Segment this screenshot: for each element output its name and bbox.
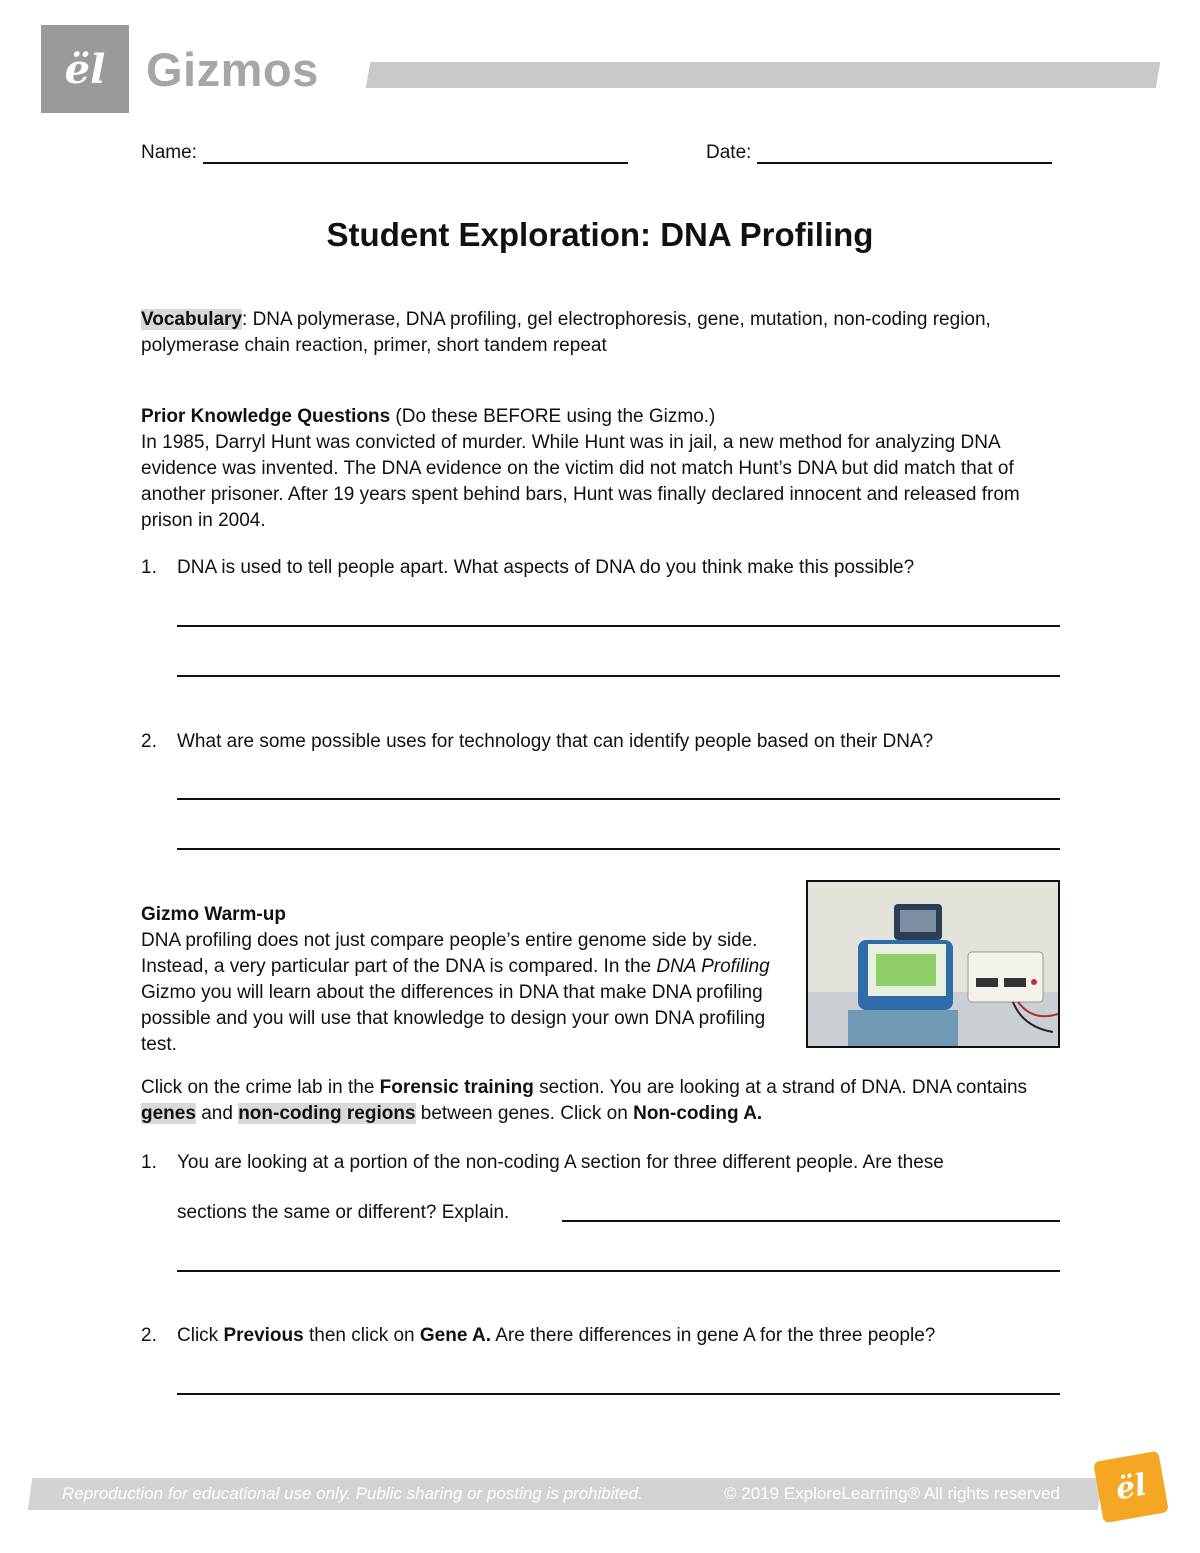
gizmo-name: DNA Profiling <box>656 956 770 977</box>
date-line[interactable] <box>757 142 1052 164</box>
prior-knowledge-section <box>141 404 1061 534</box>
page-title: Student Exploration: DNA Profiling <box>326 216 874 253</box>
logo-glyph: ël <box>64 45 106 93</box>
date-field <box>706 142 1052 164</box>
header-bar <box>366 62 1161 88</box>
q2-text-b: then click on <box>303 1325 420 1346</box>
genes-term: genes <box>141 1103 196 1124</box>
forensic-training-term: Forensic training <box>379 1077 534 1098</box>
question-text: You are looking at a portion of the non-coding A section for three different people. Are these <box>177 1152 944 1173</box>
prior-heading: Prior Knowledge Questions <box>141 406 391 427</box>
brand-name: Gizmos <box>146 43 319 96</box>
name-field <box>141 142 628 164</box>
name-label: Name: <box>141 142 197 163</box>
answer-line[interactable] <box>177 848 1060 850</box>
answer-line[interactable] <box>562 1220 1060 1222</box>
warmup-section <box>141 902 771 1058</box>
q2-text-a: Click <box>177 1325 224 1346</box>
question-text: DNA is used to tell people apart. What aspects of DNA do you think make this possible? <box>177 557 915 578</box>
lab-equipment-image <box>806 880 1060 1048</box>
answer-line[interactable] <box>177 625 1060 627</box>
warmup-question-1 <box>141 1150 1061 1176</box>
instr-and: and <box>195 1103 239 1124</box>
warmup-body-1: DNA profiling does not just compare people’s entire genome side by side. Instead, a very particular part of the DNA is compared. In the <box>141 930 758 977</box>
question-text: What are some possible uses for technology that can identify people based on their DNA? <box>177 731 934 752</box>
instr-3: between genes. Click on <box>415 1103 634 1124</box>
warmup-heading: Gizmo Warm-up <box>141 904 286 925</box>
noncoding-a-term: Non-coding A. <box>633 1103 763 1124</box>
footer-copyright: © 2019 ExploreLearning® All rights reserved <box>724 1484 1060 1503</box>
instr-2: section. You are looking at a strand of DNA. DNA contains <box>533 1077 1028 1098</box>
previous-term: Previous <box>223 1325 304 1346</box>
footer-logo-glyph: ël <box>1112 1467 1150 1507</box>
prior-question-2 <box>141 729 1061 755</box>
vocabulary-text: : DNA polymerase, DNA profiling, gel electrophoresis, gene, mutation, non-coding region, polymerase chain reaction, primer, short tandem repeat <box>141 309 991 356</box>
answer-line[interactable] <box>177 675 1060 677</box>
warmup-question-1-cont <box>141 1200 1061 1226</box>
question-number: 1. <box>141 1152 157 1173</box>
lab-equipment-illustration <box>808 882 1058 1046</box>
prior-heading-note: (Do these BEFORE using the Gizmo.) <box>390 406 716 427</box>
answer-line[interactable] <box>177 1393 1060 1395</box>
name-line[interactable] <box>203 142 628 164</box>
answer-line[interactable] <box>177 798 1060 800</box>
answer-line[interactable] <box>177 1270 1060 1272</box>
warmup-body-2: Gizmo you will learn about the differences in DNA that make DNA profiling possible and you will use that knowledge to design your own DNA profiling test. <box>141 982 766 1055</box>
vocabulary-label: Vocabulary <box>141 309 243 330</box>
vocabulary-paragraph <box>141 307 1061 359</box>
noncoding-term: non-coding regions <box>238 1103 416 1124</box>
question-number: 1. <box>141 557 157 578</box>
gene-a-term: Gene A. <box>419 1325 491 1346</box>
footer-reproduction-notice: Reproduction for educational use only. Public sharing or posting is prohibited. <box>62 1484 643 1503</box>
gizmos-logo-icon <box>41 25 129 113</box>
prior-body: In 1985, Darryl Hunt was convicted of murder. While Hunt was in jail, a new method for analyzing DNA evidence was invented. The DNA evidence on the victim did not match Hunt’s DNA but did match that of another prisoner. After 19 years spent behind bars, Hunt was finally declared innocent and released from prison in 2004. <box>141 432 1020 531</box>
prior-question-1 <box>141 555 1061 581</box>
question-text <box>177 1323 1061 1349</box>
warmup-instructions <box>141 1075 1061 1127</box>
date-label: Date: <box>706 142 752 163</box>
warmup-question-2 <box>141 1323 1061 1349</box>
question-number: 2. <box>141 1325 157 1346</box>
question-text-cont: sections the same or different? Explain. <box>177 1202 510 1223</box>
explorelearning-logo-icon <box>1093 1451 1169 1524</box>
question-number: 2. <box>141 731 157 752</box>
q2-text-c: Are there differences in gene A for the three people? <box>490 1325 936 1346</box>
instr-1: Click on the crime lab in the <box>141 1077 380 1098</box>
